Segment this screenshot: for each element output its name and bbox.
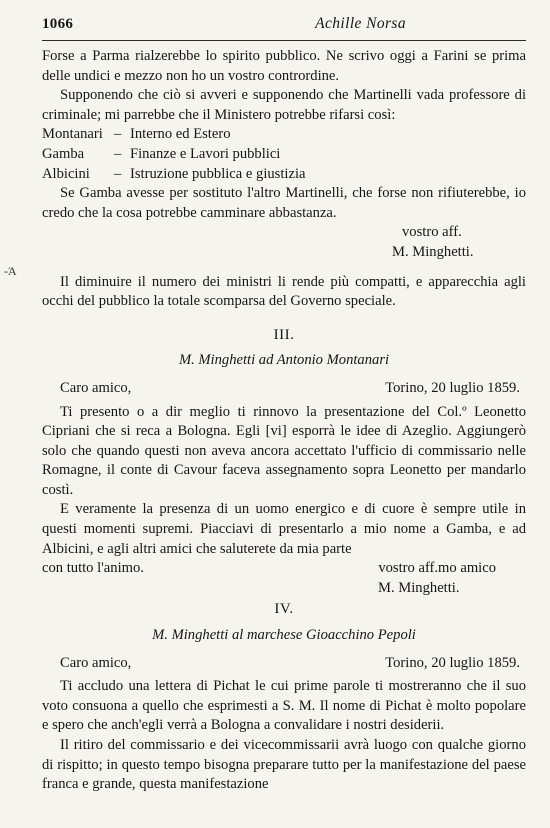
letter1-paragraph-3: Se Gamba avesse per sostituto l'altro Martinelli, che forse non rifiuterebbe, io credo che la cosa potrebbe camminare abbastanza.: [42, 185, 526, 221]
ministry-row: [42, 145, 526, 165]
letter1-closing: vostro aff.: [402, 224, 462, 241]
spacer: [42, 263, 526, 273]
ministry-row: [42, 165, 526, 185]
letter3-signature: M. Minghetti.: [378, 579, 460, 596]
ministry-dash: –: [114, 126, 122, 143]
ministry-dash: –: [114, 145, 122, 162]
ministry-row: [42, 125, 526, 145]
letter1-paragraph-2: Supponendo che ciò si avveri e supponendo che Martinelli vada professore di criminale; mi parrebbe che il Ministero potrebbe rifarsi così:: [42, 87, 526, 123]
letter4-date: Torino, 20 luglio 1859.: [385, 654, 520, 671]
letter4-paragraph-2: Il ritiro del commissario e dei vicecommissarii avrà luogo con qualche giorno di rispitto; in questo tempo bisogna preparare tutto per la manifestazione del paese franca e grande, questa manifestazione: [42, 737, 526, 793]
letter3-title: M. Minghetti ad Antonio Montanari: [178, 352, 390, 369]
letter4-dateline: [42, 654, 526, 674]
letter3-dateline: [42, 379, 526, 399]
minister-role: Interno ed Estero: [130, 126, 231, 143]
minister-name: Montanari: [42, 126, 103, 143]
ministry-list: [42, 125, 526, 184]
letter3-date: Torino, 20 luglio 1859.: [385, 379, 520, 396]
running-title: Achille Norsa: [315, 15, 406, 32]
page-number: 1066: [42, 16, 74, 32]
minister-name: Gamba: [42, 145, 85, 162]
letter4-number: IV.: [274, 601, 294, 618]
letter3-paragraph-2: E veramente la presenza di un uomo energico e di cuore è sempre utile in questi momenti supremi. Piacciavi di presentarlo a mio nome a Gamba, e ad Albicini, e agli altri amici che saluterete da mia parte: [42, 501, 526, 557]
letter3-paragraph-1: Ti presento o a dir meglio ti rinnovo la presentazione del Col.º Leonetto Cipriani che si reca a Bologna. Egli [vi] esporrà le idee di Azeglio. Aggiungerò solo che quando questi non aveva ancora accettato l'ufficio di commissario nelle Romagne, il conte di Cavour faceva assegnamento sopra Leonetto per mandarlo costì.: [42, 403, 526, 498]
letter1-postscript: Il diminuire il numero dei ministri li rende più compatti, e apparecchia agli occhi del pubblico la totale scomparsa del Governo speciale.: [42, 273, 526, 310]
letter3-salutation: Caro amico,: [60, 379, 132, 396]
letter3-closing-line: [42, 559, 526, 579]
letter4-title: M. Minghetti al marchese Gioacchino Pepoli: [152, 627, 416, 644]
letter1-signature: M. Minghetti.: [392, 243, 474, 260]
letter1-paragraph-1: Forse a Parma rialzerebbe lo spirito pubblico. Ne scrivo oggi a Farini se prima delle undici e mezzo non ho un vostro contrordine.: [42, 48, 526, 84]
letter3-closing: vostro aff.mo amico: [378, 560, 496, 577]
letter3-paragraph-2-end: con tutto l'animo.: [42, 560, 144, 577]
minister-name: Albicini: [42, 165, 90, 182]
header-rule: [42, 40, 526, 41]
running-head: [42, 14, 526, 36]
ministry-dash: –: [114, 165, 122, 182]
minister-role: Finanze e Lavori pubblici: [130, 145, 281, 162]
letter4-paragraph-1: Ti accludo una lettera di Pichat le cui prime parole ti mostreranno che il suo voto consuona a quello che esprimesti a S. M. Il nome di Pichat è molto popolare e spero che anch'egli verrà a Bologna a convalidare i nostri desiderii.: [42, 678, 526, 734]
letter3-number: III.: [273, 326, 295, 343]
margin-mark: -Ά: [4, 264, 17, 278]
minister-role: Istruzione pubblica e giustizia: [130, 165, 306, 182]
letter4-salutation: Caro amico,: [60, 654, 132, 671]
